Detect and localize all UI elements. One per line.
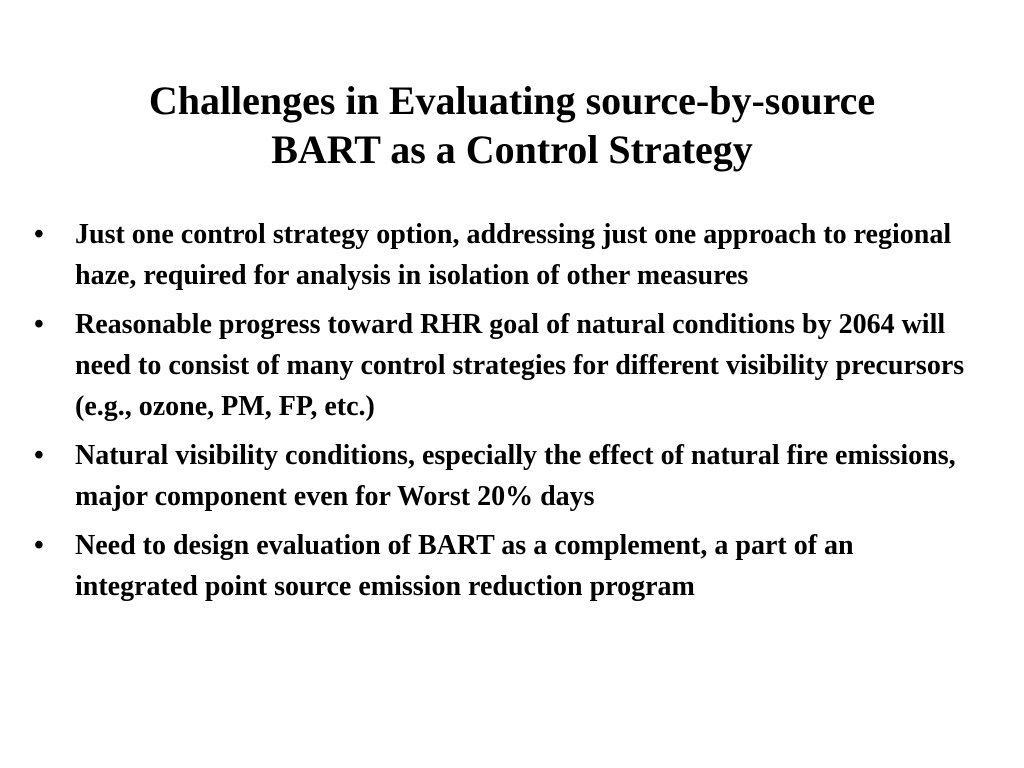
- bullet-icon: •: [34, 530, 44, 561]
- bullet-item-1: [34, 214, 974, 296]
- bullet-text-1: Just one control strategy option, addressing just one approach to regional haze, required for analysis in isolation of other measures: [75, 219, 952, 291]
- bullet-icon: •: [34, 309, 44, 340]
- slide-title-line-2: BART as a Control Strategy: [271, 127, 753, 172]
- bullet-icon: •: [34, 440, 44, 471]
- bullet-item-2: [34, 304, 974, 427]
- bullet-item-4: [34, 525, 974, 607]
- bullet-item-3: [34, 435, 974, 517]
- bullet-icon: •: [34, 219, 44, 250]
- bullet-text-4: Need to design evaluation of BART as a complement, a part of an integrated point source emission reduction program: [75, 530, 854, 602]
- bullet-list: [34, 214, 974, 615]
- bullet-text-2: Reasonable progress toward RHR goal of natural conditions by 2064 will need to consist of many control strategies for different visibility precursors (e.g., ozone, PM, FP, etc.): [75, 309, 965, 422]
- slide-title-line-1: Challenges in Evaluating source-by-source: [148, 78, 876, 123]
- bullet-text-3: Natural visibility conditions, especially the effect of natural fire emissions, major component even for Worst 20% days: [75, 440, 956, 512]
- slide-title: [60, 76, 964, 174]
